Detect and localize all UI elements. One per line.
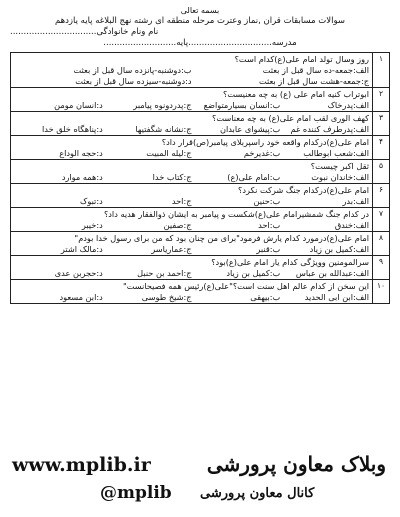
answer-options [14, 268, 369, 279]
answer-option[interactable]: ج:کتاب خدا [152, 172, 192, 182]
answer-options [14, 196, 369, 207]
question-number: ۴ [373, 136, 390, 160]
question-row [11, 280, 390, 304]
answer-option[interactable]: د:دوشنبه-سیزده سال قبل از بعثت [75, 76, 192, 86]
answer-option[interactable]: د:پناهگاه خلق خدا [42, 124, 103, 134]
answer-option[interactable]: ج:صفین [163, 220, 192, 230]
question-number: ۶ [373, 184, 390, 208]
question-row [11, 88, 390, 112]
question-number: ۱۰ [373, 280, 390, 304]
exam-header [10, 5, 390, 49]
question-text: روز وسال تولد امام علی(ع)کدام است؟ [234, 54, 369, 64]
answer-option[interactable]: ج:لیله المبیت [146, 148, 192, 158]
question-number: ۵ [373, 160, 390, 184]
question-cell [11, 88, 373, 112]
answer-option[interactable]: ج:جمعه-هشت سال قبل از بعثت [258, 76, 369, 86]
question-text: ابوتراب کنیه امام علی (ع) به چه معنیست؟ [222, 89, 369, 99]
answer-option[interactable]: الف:شعب ابوطالب [303, 148, 369, 158]
answer-option[interactable]: د:همه موارد [61, 172, 103, 182]
answer-options [14, 220, 369, 231]
basmala: بسمه تعالی [180, 6, 220, 15]
school-line: ...........................مدرسه...............................پایه [103, 38, 297, 48]
answer-option[interactable]: ب:کمیل بن زیاد [226, 268, 281, 278]
answer-option[interactable]: ب:دوشنبه-پانزده سال قبل از بعثت [73, 65, 192, 75]
answer-options [14, 65, 369, 87]
answer-option[interactable]: الف:ابن ابی الحدید [304, 292, 369, 302]
answer-options [14, 172, 369, 183]
answer-options [14, 292, 369, 303]
question-text: کهف الوری لقب امام علی(ع) به چه معناست؟ [212, 113, 369, 123]
answer-option[interactable]: الف:کمیل بن زیاد [309, 244, 369, 254]
answer-option[interactable]: ب:قنبر [256, 244, 281, 254]
question-cell [11, 208, 373, 232]
answer-option[interactable]: ب:حنین [253, 196, 281, 206]
question-text: امام علی(ع)درمورد کدام یارش فرمود"برای من چنان بود که من برای رسول خدا بودم" [74, 233, 369, 243]
answer-option[interactable]: ج:نشانه شگفتیها [135, 124, 192, 134]
question-row [11, 184, 390, 208]
answer-options [14, 124, 369, 135]
question-number: ۹ [373, 256, 390, 280]
name-line: نام ونام خانوادگی................................ [10, 27, 159, 37]
question-number: ۸ [373, 232, 390, 256]
question-cell [11, 256, 373, 280]
answer-option[interactable]: د:انسان مومن [54, 100, 103, 110]
question-text: امام علی(ع)درکدام واقعه خود راسپربلای پیامبر(ص)قرار داد؟ [161, 137, 369, 147]
answer-option[interactable]: ج:احد [171, 196, 192, 206]
answer-option[interactable]: الف:پدرطرف کننده غم [290, 124, 369, 134]
answer-option[interactable]: د:ابن مسعود [59, 292, 103, 302]
question-cell [11, 53, 373, 88]
question-row [11, 53, 390, 88]
channel-handle: @mplib [100, 483, 172, 503]
question-row [11, 232, 390, 256]
question-number: ۱ [373, 53, 390, 88]
answer-option[interactable]: ب:غدیرخم [243, 148, 281, 158]
question-text: امام علی(ع)درکدام جنگ شرکت نکرد؟ [238, 185, 369, 195]
question-cell [11, 136, 373, 160]
answer-option[interactable]: ب:احد [258, 220, 281, 230]
exam-title: سوالات مسابقات قران ,نماز وعترت مرحله منطقه ای رشته نهج البلاغه پایه یازدهم [54, 16, 345, 26]
question-cell [11, 160, 373, 184]
question-row [11, 112, 390, 136]
question-number: ۳ [373, 112, 390, 136]
answer-option[interactable]: ب:پیشوای عابدان [219, 124, 281, 134]
question-row [11, 256, 390, 280]
answer-option[interactable]: د:مالک اشتر [60, 244, 103, 254]
question-number: ۷ [373, 208, 390, 232]
answer-option[interactable]: الف:عبدالله بن عباس [295, 268, 369, 278]
answer-option[interactable]: الف:خاندان نبوت [311, 172, 369, 182]
channel-name: کانال معاون پرورشی [200, 486, 315, 501]
question-text: سرالمومنین وویژگی کدام یار امام علی(ع)بود؟ [211, 257, 369, 267]
answer-option[interactable]: د:حجه الوداع [59, 148, 103, 158]
blog-name: وبلاک معاون پرورشی [206, 452, 386, 476]
question-text: در کدام جنگ شمشیرامام علی(ع)شکست و پیامبر به ایشان ذوالفقار هدیه داد؟ [103, 209, 369, 219]
answer-option[interactable]: الف:خندق [334, 220, 369, 230]
question-cell [11, 232, 373, 256]
answer-option[interactable]: د:خیبر [81, 220, 103, 230]
answer-options [14, 100, 369, 111]
answer-options [14, 244, 369, 255]
question-text: ثقل اکبر چیست؟ [310, 161, 369, 171]
question-row [11, 160, 390, 184]
answer-option[interactable]: ج:عماریاسر [151, 244, 192, 254]
answer-option[interactable]: ب:بیهقی [250, 292, 281, 302]
questions-table [10, 52, 390, 304]
answer-option[interactable]: الف:پدرخاک [327, 100, 369, 110]
question-number: ۲ [373, 88, 390, 112]
answer-option[interactable]: ج:احمد بن حنبل [137, 268, 192, 278]
answer-option[interactable]: ب:امام علی(ع) [227, 172, 281, 182]
answer-options [14, 148, 369, 159]
answer-option[interactable]: الف:جمعه-ده سال قبل از بعثت [262, 65, 369, 75]
answer-option[interactable]: الف:بدر [342, 196, 369, 206]
answer-option[interactable]: د:تبوک [80, 196, 103, 206]
answer-option[interactable]: د:حجربن عدی [54, 268, 103, 278]
answer-option[interactable]: ج:پدردونوه پیامبر [133, 100, 192, 110]
answer-option[interactable]: ب:انسان بسیارمتواضع [203, 100, 281, 110]
site-url: www.mplib.ir [12, 454, 151, 476]
question-text: این سخن از کدام عالم اهل سنت است؟"علی(ع)رئیس همه فصیحانست" [122, 281, 369, 291]
footer-banner [0, 452, 400, 517]
question-row [11, 136, 390, 160]
question-cell [11, 112, 373, 136]
answer-option[interactable]: ج:شیخ طوسی [141, 292, 192, 302]
question-cell [11, 280, 373, 304]
question-cell [11, 184, 373, 208]
question-row [11, 208, 390, 232]
